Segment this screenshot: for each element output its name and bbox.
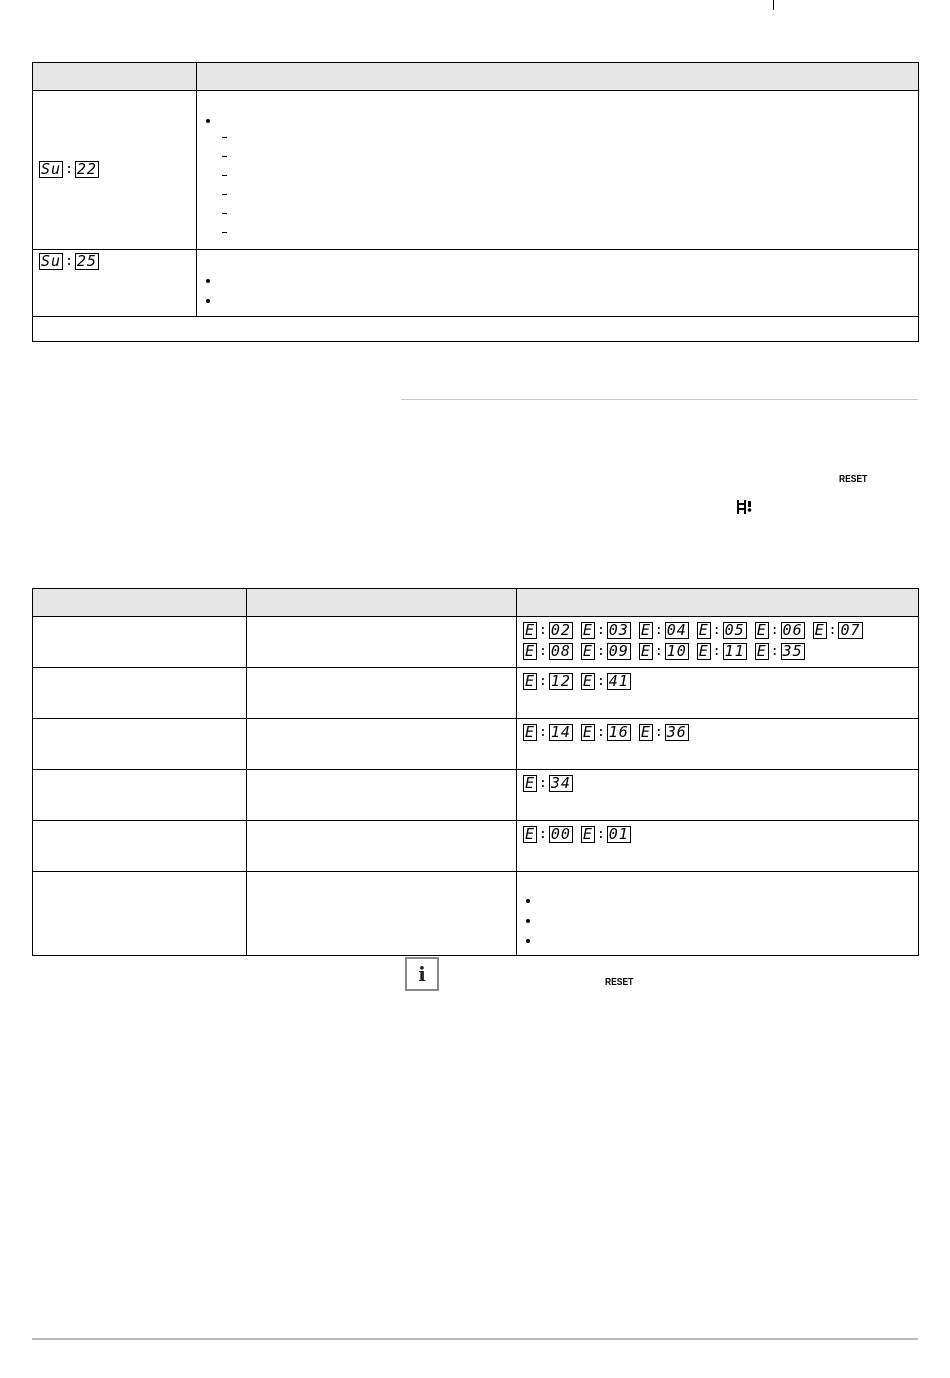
segment-code-display: Su : 25: [41, 252, 97, 270]
table-cell: [33, 770, 247, 821]
header-cell: [517, 589, 919, 617]
table-header-row: [33, 63, 919, 91]
header-cell: [197, 63, 919, 91]
bullet-list: [517, 892, 918, 952]
segment-code-display: E : 01: [582, 825, 629, 843]
section-divider: [401, 399, 918, 400]
table-row: [33, 668, 919, 719]
segment-code-display: E : 36: [640, 723, 687, 741]
table-row: [33, 719, 919, 770]
list-item: [197, 272, 918, 292]
description-cell: [197, 250, 919, 317]
segment-code-display: E : 35: [756, 642, 803, 660]
segment-code-display: E : 09: [582, 642, 629, 660]
table-cell: [247, 617, 517, 668]
segment-code-display: E : 11: [698, 642, 745, 660]
table-cell: [247, 770, 517, 821]
status-code-cell: [33, 91, 197, 250]
table-row: [33, 872, 919, 956]
segment-code-display: Su : 22: [41, 160, 97, 178]
table-footer-row: [33, 317, 919, 342]
list-item: [197, 292, 918, 312]
list-item: [197, 185, 918, 204]
segment-code-display: E : 00: [525, 825, 571, 843]
list-item: [197, 128, 918, 147]
error-codes-cell: [517, 821, 919, 872]
error-codes-cell: [517, 617, 919, 668]
segment-code-display: E : 02: [525, 621, 571, 639]
segment-code-display: E : 04: [640, 621, 687, 639]
list-item: [197, 223, 918, 242]
table-row: [33, 770, 919, 821]
header-cell: [247, 589, 517, 617]
table-cell: [247, 872, 517, 956]
reset-key-label: RESET: [839, 474, 868, 485]
segment-code-display: E : 06: [756, 621, 803, 639]
table-cell: [247, 821, 517, 872]
segment-code-display: E : 07: [814, 621, 861, 639]
dash-list: [197, 128, 918, 242]
page-footer-rule: [32, 1338, 918, 1340]
error-codes-cell: [517, 719, 919, 770]
segment-code-display: E : 34: [525, 774, 571, 792]
segment-code-display: E : 05: [698, 621, 745, 639]
table-cell: [33, 821, 247, 872]
table-row: [33, 617, 919, 668]
error-codes-cell: [517, 668, 919, 719]
table-cell: [33, 617, 247, 668]
segment-code-display: E : 41: [582, 672, 629, 690]
table-row: [33, 821, 919, 872]
segment-code-display: E : 12: [525, 672, 571, 690]
list-item: [517, 912, 918, 932]
table-cell: [247, 668, 517, 719]
segment-code-display: E : 03: [582, 621, 629, 639]
error-code-table: [32, 588, 919, 956]
segment-code-display: E : 08: [525, 642, 571, 660]
table-cell: [33, 719, 247, 770]
segment-code-display: E : 14: [525, 723, 571, 741]
table-cell: [247, 719, 517, 770]
table-cell: [517, 872, 919, 956]
header-cell: [33, 589, 247, 617]
header-cell: [33, 63, 197, 91]
info-icon: i: [405, 957, 439, 991]
segment-code-display: E : 16: [582, 723, 629, 741]
status-code-cell: [33, 250, 197, 317]
table-cell: [33, 872, 247, 956]
reset-key-label: RESET: [605, 977, 634, 988]
table-header-row: [33, 589, 919, 617]
list-item: [517, 892, 918, 912]
error-codes-cell: [517, 770, 919, 821]
table-row: [33, 91, 919, 250]
footer-cell: [33, 317, 919, 342]
list-item: [197, 166, 918, 185]
list-item: [197, 147, 918, 166]
bullet-list: [197, 272, 918, 312]
table-row: [33, 250, 919, 317]
page-corner-mark: [773, 0, 774, 10]
segment-code-display: E : 10: [640, 642, 687, 660]
table-cell: [33, 668, 247, 719]
status-code-table: [32, 62, 919, 342]
hand-tool-icon: [736, 499, 754, 515]
description-cell: [197, 91, 919, 250]
list-item: [517, 932, 918, 952]
list-item: [197, 204, 918, 223]
